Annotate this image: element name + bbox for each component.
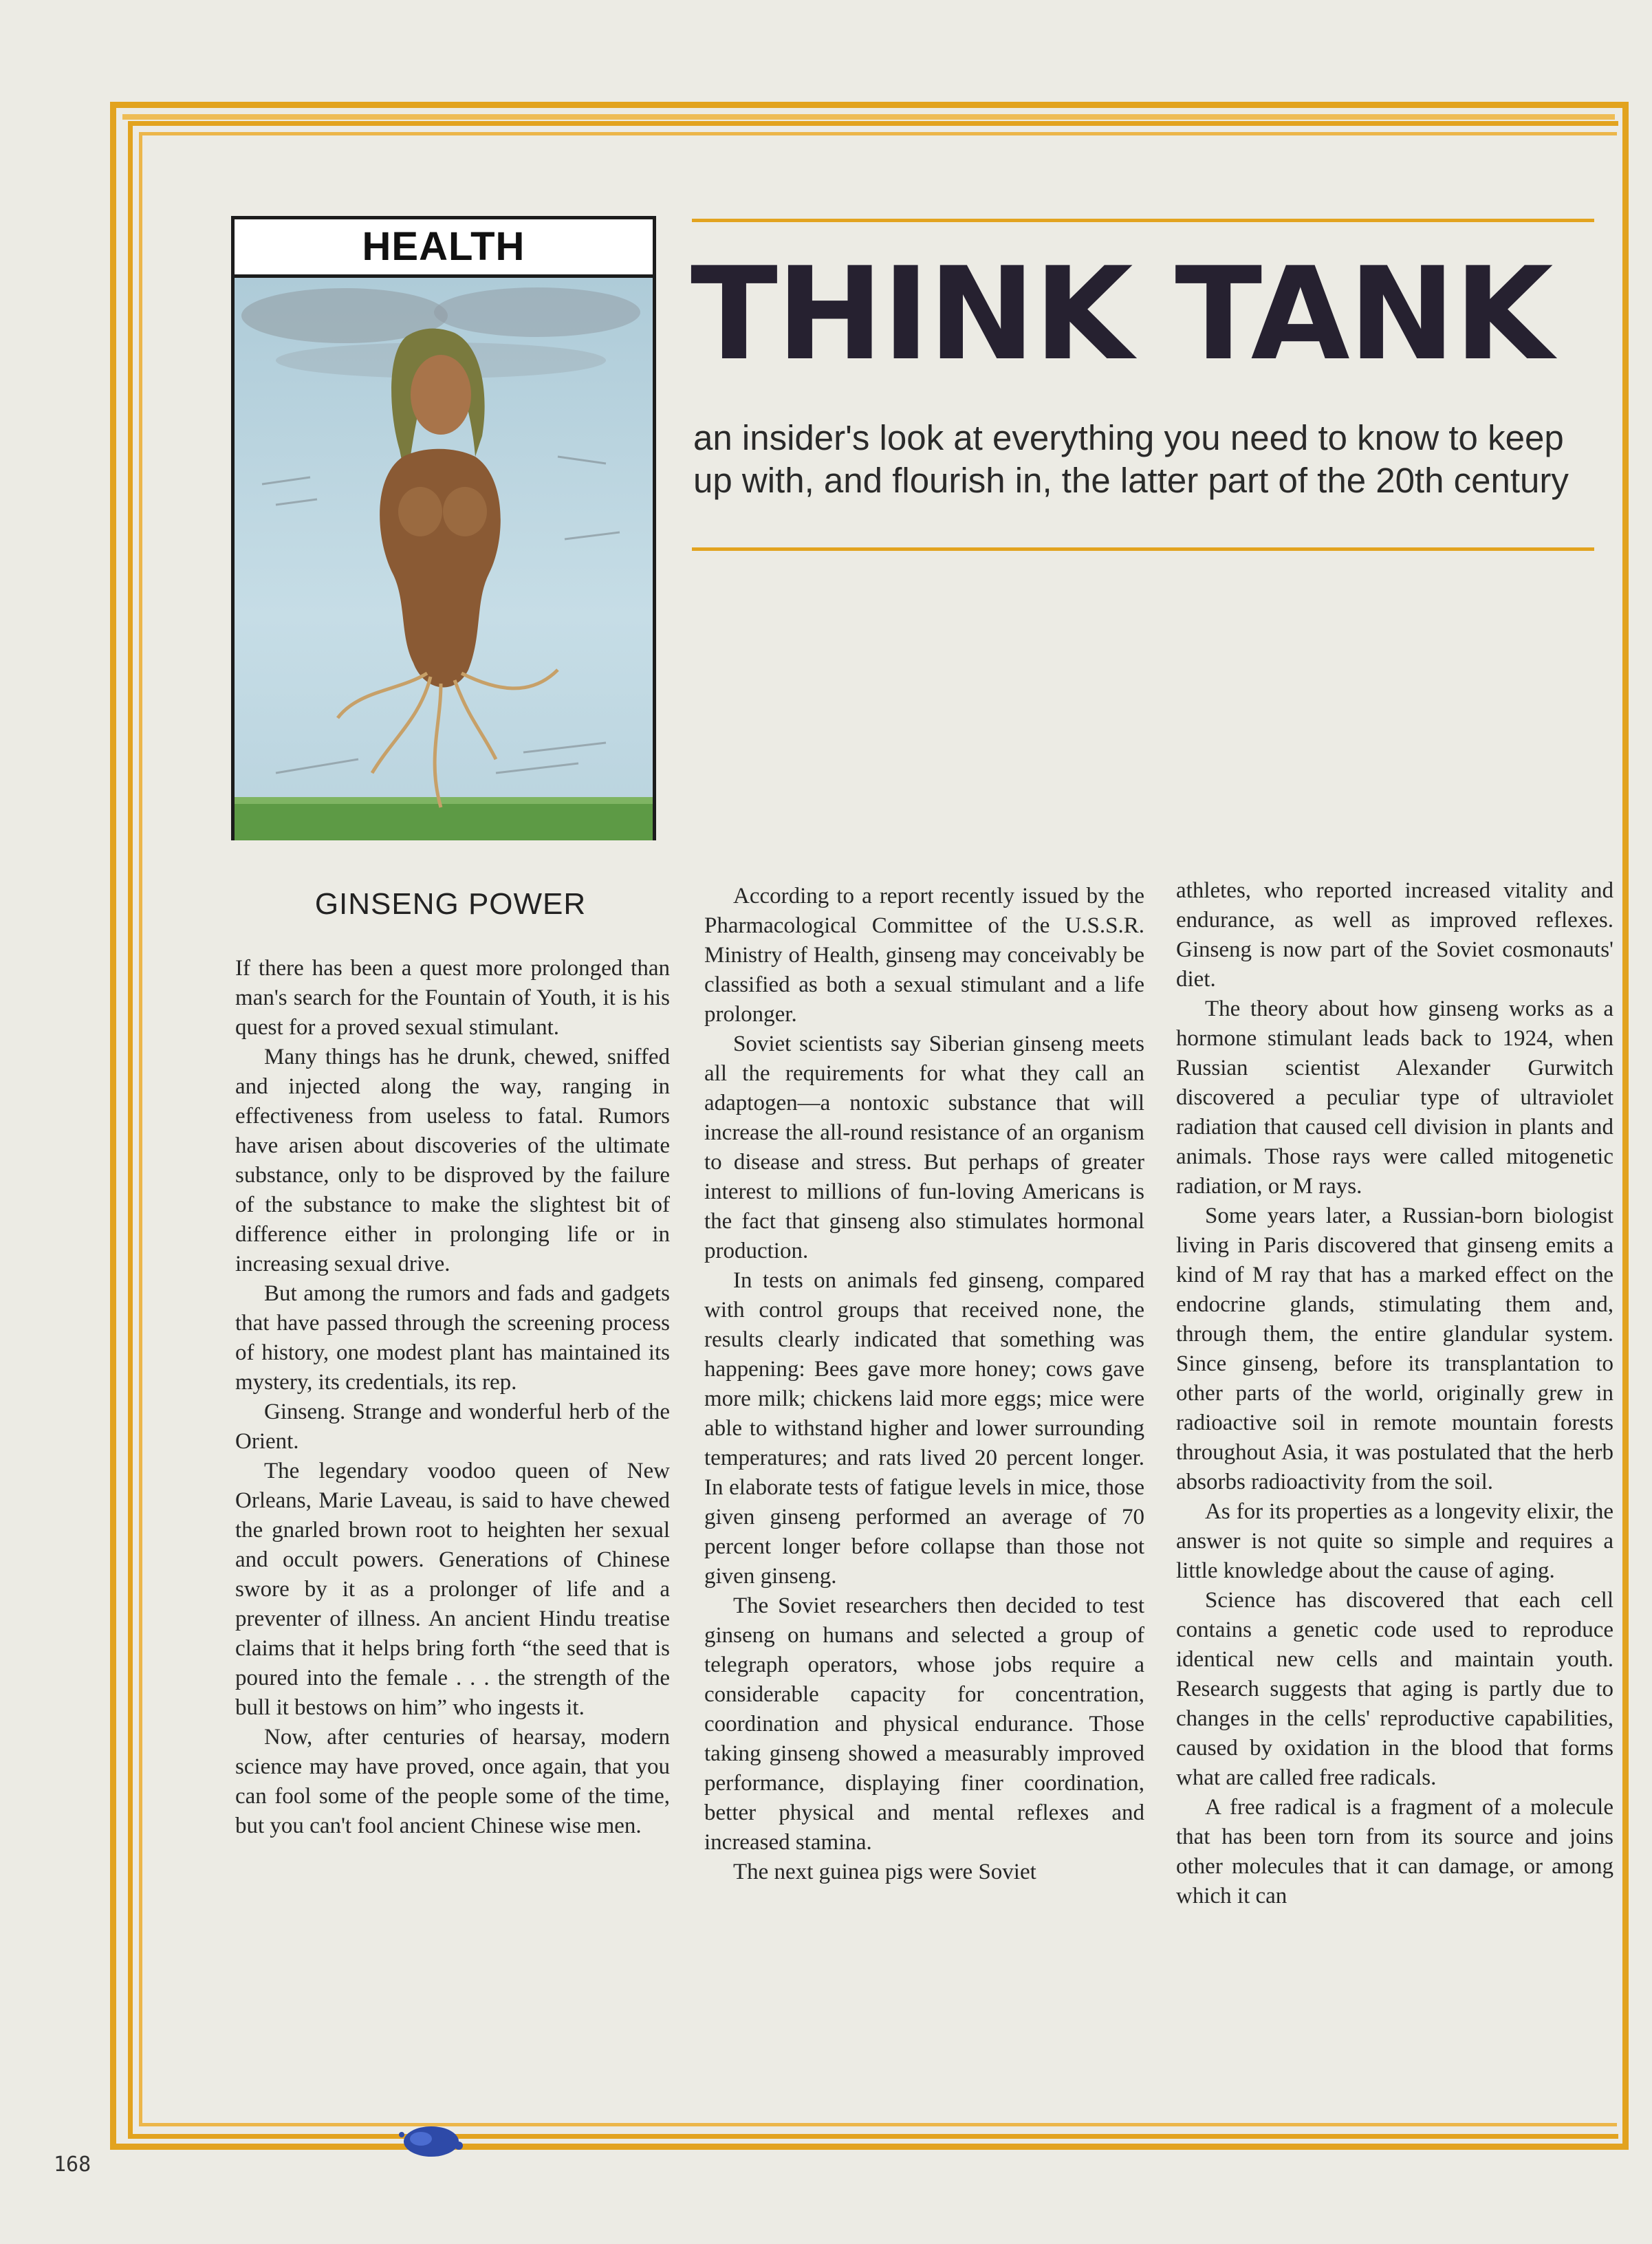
blue-ink-blot-icon [393, 2120, 475, 2164]
paragraph: Science has discovered that each cell contains a genetic code used to reproduce identical new cells and maintain youth. Research suggests that aging is partly due to changes in the cells' reproductive capabilities, caused by oxidation in the blood that forms what are called free radicals. [1176, 1588, 1613, 1790]
text-column-2 [704, 882, 1144, 1887]
paragraph: The next guinea pigs were Soviet [733, 1860, 1036, 1884]
header-rule-top [692, 219, 1594, 222]
paragraph: Now, after centuries of hearsay, modern science may have proved, once again, that you can fool some of the people some of the time, but you can't fool ancient Chinese wise men. [235, 1725, 670, 1838]
paragraph: The theory about how ginseng works as a hormone stimulant leads back to 1924, when Russian scientist Alexander Gurwitch discovered a peculiar type of ultraviolet radiation that caused cell division in plants and animals. Those rays were called mitogenetic radiation, or M rays. [1176, 996, 1613, 1199]
paragraph: But among the rumors and fads and gadgets that have passed through the screening process of history, one modest plant has maintained its mystery, its credentials, its rep. [235, 1281, 670, 1395]
paragraph: Some years later, a Russian-born biologist living in Paris discovered that ginseng emits a kind of M ray that has a marked effect on the endocrine glands, stimulating them and, through them, the entire glandular system. Since ginseng, before its transplantation to other parts of the world, originally grew in radioactive soil in remote mountain forests throughout Asia, it was postulated that the herb absorbs radioactivity from the soil. [1176, 1203, 1613, 1494]
ginseng-root-woman-illustration [235, 278, 653, 840]
text-column-1 [235, 954, 670, 1841]
subtitle [693, 417, 1608, 502]
paragraph: Ginseng. Strange and wonderful herb of the Orient. [235, 1399, 670, 1454]
paragraph: In tests on animals fed ginseng, compared with control groups that received none, the results clearly indicated that something was happening: Bees gave more honey; cows gave more milk; chickens laid more eggs; mice were able to withstand higher and lower surrounding temperatures; and rats lived 20 percent longer. In elaborate tests of fatigue levels in mice, those given ginseng performed an average of 70 percent longer before collapse than those not given ginseng. [704, 1268, 1144, 1589]
paragraph: A free radical is a fragment of a molecule that has been torn from its source and joins other molecules that it can damage, or among which it can [1176, 1795, 1613, 1908]
header-rule-bottom [692, 547, 1594, 551]
paragraph: If there has been a quest more prolonged than man's search for the Fountain of Youth, it is his quest for a proved sexual stimulant. [235, 956, 670, 1040]
paragraph: Many things has he drunk, chewed, sniffed and injected along the way, ranging in effectiveness from useless to fatal. Rumors have arisen about discoveries of the ultimate substance, only to be disproved by the failure of the substance to make the slightest bit of difference either in prolonging life or in increasing sexual drive. [235, 1045, 670, 1276]
paragraph: As for its properties as a longevity elixir, the answer is not quite so simple and requires a little knowledge about the cause of aging. [1176, 1499, 1613, 1583]
paragraph: Soviet scientists say Siberian ginseng meets all the requirements for what they call an adaptogen—a nontoxic substance that will increase the all-round resistance of an organism to disease and stress. But perhaps of greater interest to millions of fun-loving Americans is the fact that ginseng also stimulates hormonal production. [704, 1032, 1144, 1263]
page-number: 168 [54, 2153, 91, 2177]
section-panel [231, 216, 656, 840]
section-label: HEALTH [235, 219, 653, 278]
subtitle-line: an insider's look at everything you need to know to keep [693, 418, 1564, 457]
paragraph: According to a report recently issued by the Pharmacological Committee of the U.S.S.R. Ministry of Health, ginseng may conceivably be classified as both a sexual stimulant and a life prolonger. [704, 884, 1144, 1027]
page-title: THINK TANK [691, 239, 1552, 389]
paragraph: athletes, who reported increased vitality and endurance, as well as improved reflexes. Ginseng is now part of the Soviet cosmonauts' diet. [1176, 878, 1613, 992]
subtitle-line: up with, and flourish in, the latter part of the 20th century [693, 461, 1569, 500]
paragraph: The Soviet researchers then decided to test ginseng on humans and selected a group of telegraph operators, whose jobs require a considerable capacity for concentration, coordination and physical endurance. Those taking ginseng showed a measurably improved performance, displaying finer coordination, better physical and mental reflexes and increased stamina. [704, 1593, 1144, 1855]
article-title: GINSENG POWER [314, 887, 587, 921]
text-column-3 [1176, 876, 1613, 1911]
paragraph: The legendary voodoo queen of New Orleans, Marie Laveau, is said to have chewed the gnarled brown root to heighten her sexual and occult powers. Generations of Chinese swore by it as a prolonger of life and a preventer of illness. An ancient Hindu treatise claims that it helps bring forth “the seed that is poured into the female . . . the strength of the bull it bestows on him” who ingests it. [235, 1459, 670, 1720]
